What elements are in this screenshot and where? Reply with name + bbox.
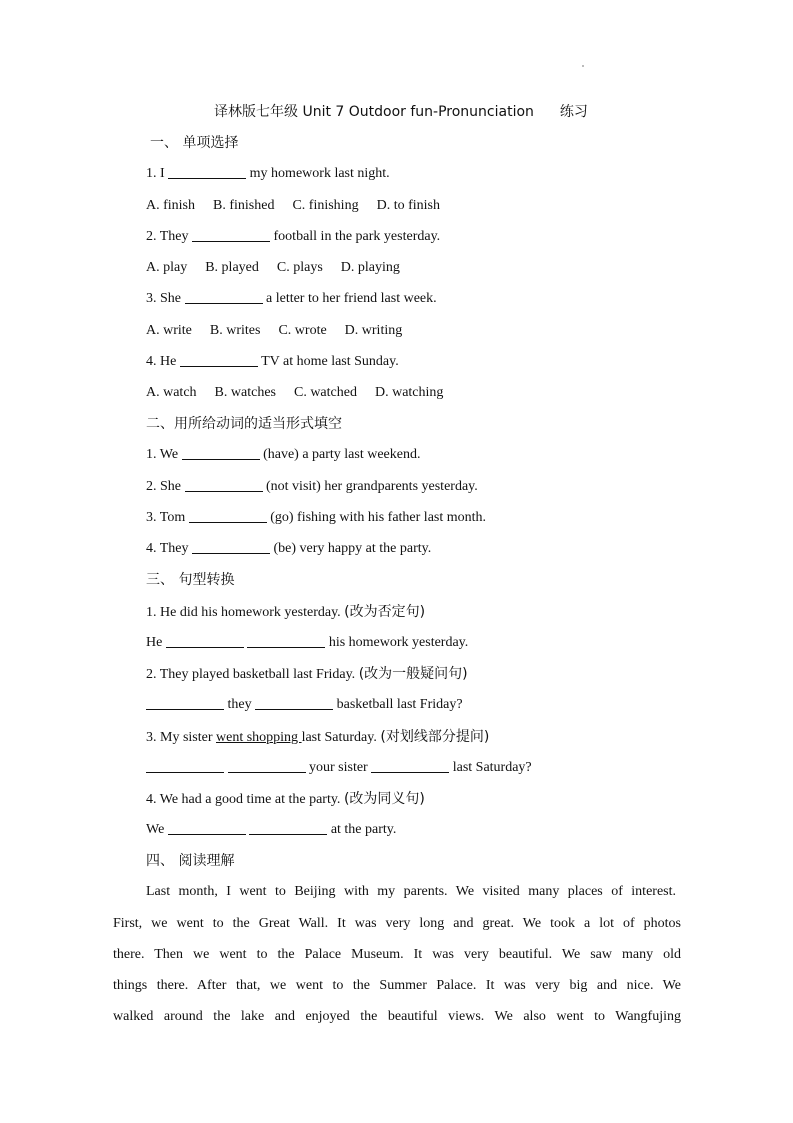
section-heading-2: 二、用所给动词的适当形式填空 [146, 416, 342, 432]
section-heading-3: 三、 句型转换 [146, 572, 235, 588]
answer-blank[interactable] [249, 820, 327, 835]
answer-text: basketball last Friday? [336, 697, 463, 712]
answer-text: your sister [309, 760, 368, 775]
section-heading-4: 四、 阅读理解 [146, 853, 235, 869]
question-text: 3. She [146, 291, 181, 306]
option-c[interactable]: C. plays [276, 260, 323, 275]
question-text: a letter to her friend last week. [266, 291, 437, 306]
question-text: 4. They [146, 541, 189, 556]
p1-options-3 [146, 321, 420, 341]
question-text: 4. We had a good time at the party. [146, 792, 341, 807]
answer-text: they [227, 697, 252, 712]
reading-line-3: there. Then we went to the Palace Museum. It was very beautiful. We saw many old [113, 947, 681, 962]
answer-blank[interactable] [192, 227, 270, 242]
option-b[interactable]: B. writes [209, 323, 261, 338]
question-text: football in the park yesterday. [273, 229, 441, 244]
question-hint: (改为一般疑问句) [358, 666, 468, 682]
option-c[interactable]: C. finishing [292, 198, 359, 213]
question-text: (not visit) her grandparents yesterday. [266, 479, 478, 494]
p1-options-2 [146, 258, 418, 278]
option-b[interactable]: B. finished [213, 198, 275, 213]
question-text: 3. Tom [146, 510, 186, 525]
title-main: 译林版七年级 Unit 7 Outdoor fun-Pronunciation [214, 104, 534, 120]
option-a[interactable]: A. play [146, 260, 188, 275]
p1-options-1 [146, 196, 458, 216]
answer-blank[interactable] [180, 352, 258, 367]
p2-question-1 [146, 445, 421, 465]
option-b[interactable]: B. played [205, 260, 259, 275]
option-d[interactable]: D. watching [374, 385, 444, 400]
answer-blank[interactable] [146, 758, 224, 773]
p3-question-2 [146, 664, 468, 685]
question-text: 1. We [146, 447, 179, 462]
answer-text: He [146, 635, 163, 650]
option-a[interactable]: A. write [146, 323, 192, 338]
answer-text: at the party. [330, 822, 397, 837]
question-hint: (对划线部分提问) [380, 729, 490, 745]
question-text: 4. He [146, 354, 177, 369]
p3-question-3 [146, 727, 489, 748]
title-suffix: 练习 [559, 104, 588, 120]
answer-blank[interactable] [228, 758, 306, 773]
answer-blank[interactable] [168, 164, 246, 179]
answer-blank[interactable] [168, 820, 246, 835]
p2-question-2 [146, 477, 478, 497]
p1-question-1 [146, 164, 390, 184]
p1-question-4 [146, 352, 399, 372]
question-text: 1. I [146, 166, 165, 181]
question-text: (have) a party last weekend. [263, 447, 421, 462]
answer-blank[interactable] [182, 445, 260, 460]
question-text: last Saturday. [301, 730, 377, 745]
question-hint: (改为同义句) [343, 791, 425, 807]
reading-line-4: things there. After that, we went to the Summer Palace. It was very big and nice. We [113, 978, 681, 993]
p1-question-3 [146, 289, 437, 309]
answer-text: We [146, 822, 165, 837]
answer-blank[interactable] [371, 758, 449, 773]
question-text: 1. He did his homework yesterday. [146, 605, 341, 620]
answer-blank[interactable] [185, 477, 263, 492]
page-title [214, 102, 588, 122]
underlined-phrase: went shopping [216, 730, 302, 745]
reading-line-5: walked around the lake and enjoyed the beautiful views. We also went to Wangfujing [113, 1009, 681, 1024]
answer-text: his homework yesterday. [328, 635, 469, 650]
answer-blank[interactable] [255, 695, 333, 710]
p3-answer-2 [146, 695, 463, 715]
reading-line-1: Last month, I went to Beijing with my parents. We visited many places of interest. [146, 884, 676, 899]
p3-answer-3 [146, 758, 532, 778]
option-b[interactable]: B. watches [214, 385, 276, 400]
page-dot [582, 65, 584, 67]
question-text: 3. My sister [146, 730, 213, 745]
option-d[interactable]: D. playing [340, 260, 400, 275]
answer-blank[interactable] [166, 633, 244, 648]
p3-question-1 [146, 602, 425, 623]
option-d[interactable]: D. to finish [376, 198, 440, 213]
question-text: (go) fishing with his father last month. [270, 510, 487, 525]
answer-blank[interactable] [247, 633, 325, 648]
p2-question-4 [146, 539, 431, 559]
p3-answer-4 [146, 820, 396, 840]
question-text: 2. They [146, 229, 189, 244]
question-text: 2. She [146, 479, 181, 494]
section-heading-1: 一、 单项选择 [150, 135, 239, 151]
p1-options-4 [146, 383, 461, 403]
answer-blank[interactable] [185, 289, 263, 304]
option-c[interactable]: C. wrote [278, 323, 327, 338]
question-text: (be) very happy at the party. [273, 541, 432, 556]
reading-line-2: First, we went to the Great Wall. It was very long and great. We took a lot of photos [113, 916, 681, 931]
p1-question-2 [146, 227, 440, 247]
p3-question-4 [146, 789, 425, 810]
option-c[interactable]: C. watched [293, 385, 357, 400]
answer-blank[interactable] [189, 508, 267, 523]
question-text: 2. They played basketball last Friday. [146, 667, 356, 682]
option-a[interactable]: A. finish [146, 198, 195, 213]
question-text: TV at home last Sunday. [261, 354, 399, 369]
answer-text: last Saturday? [452, 760, 532, 775]
option-a[interactable]: A. watch [146, 385, 197, 400]
question-hint: (改为否定句) [344, 604, 426, 620]
p2-question-3 [146, 508, 486, 528]
answer-blank[interactable] [192, 539, 270, 554]
answer-blank[interactable] [146, 695, 224, 710]
option-d[interactable]: D. writing [344, 323, 403, 338]
p3-answer-1 [146, 633, 468, 653]
question-text: my homework last night. [249, 166, 390, 181]
